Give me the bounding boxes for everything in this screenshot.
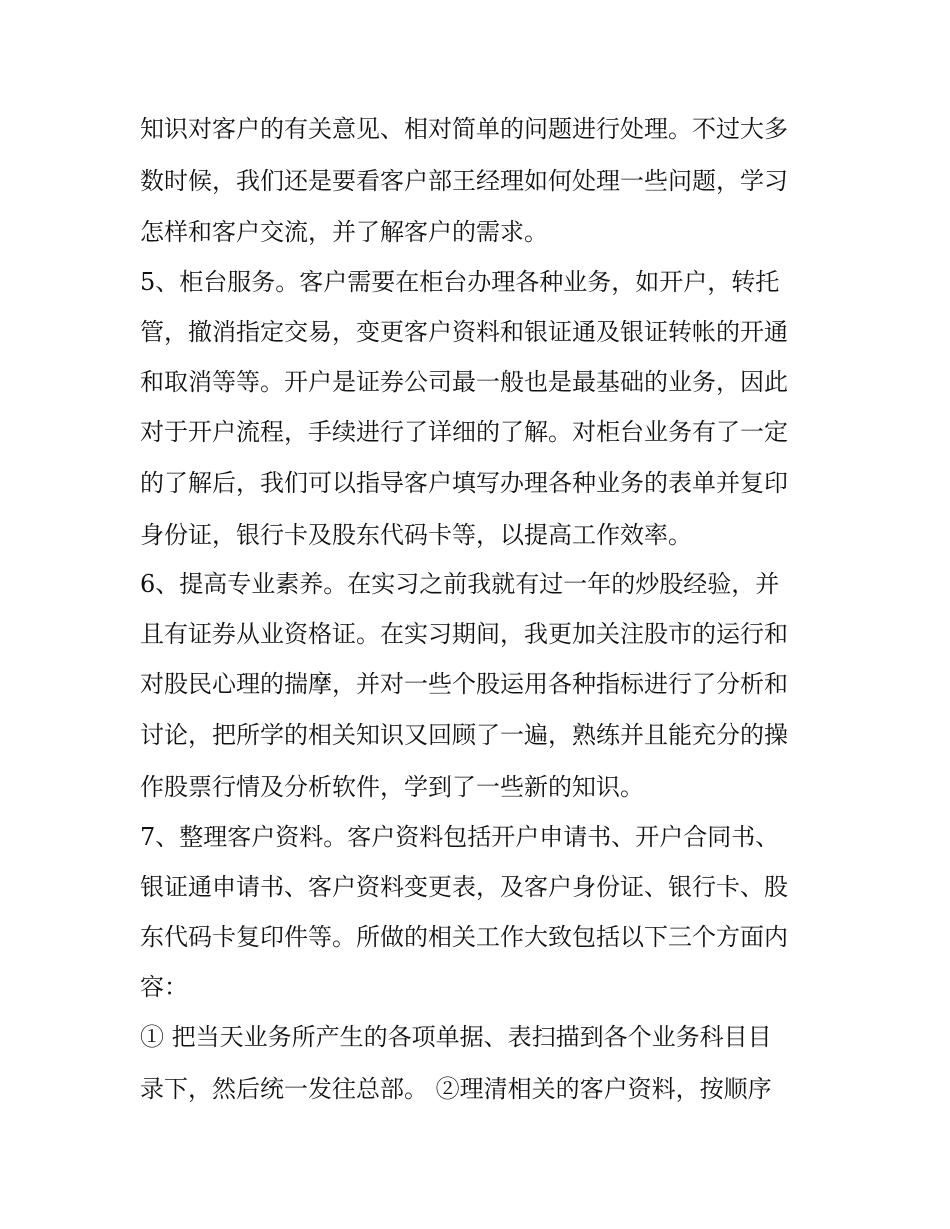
text-line: ① 把当天业务所产生的各项单据、表扫描到各个业务科目目: [140, 1023, 772, 1051]
text-line: 且有证券从业资格证。在实习期间，我更加关注股市的运行和: [140, 620, 788, 648]
text-line: 的了解后，我们可以指导客户填写办理各种业务的表单并复印: [140, 469, 788, 497]
text-line: 东代码卡复印件等。所做的相关工作大致包括以下三个方面内: [140, 923, 788, 951]
text-line: 身份证，银行卡及股东代码卡等，以提高工作效率。: [140, 521, 692, 549]
text-line: 6、提高专业素养。在实习之前我就有过一年的炒股经验，并: [140, 570, 780, 598]
text-line: 5、柜台服务。客户需要在柜台办理各种业务，如开户，转托: [140, 268, 780, 296]
text-line: 作股票行情及分析软件，学到了一些新的知识。: [140, 773, 644, 801]
text-line: 管，撤消指定交易，变更客户资料和银证通及银证转帐的开通: [140, 318, 788, 346]
text-line: 和取消等等。开户是证券公司最一般也是最基础的业务，因此: [140, 368, 788, 396]
text-line: 知识对客户的有关意见、相对简单的问题进行处理。不过大多: [140, 115, 788, 143]
text-line: 录下，然后统一发往总部。 ②理清相关的客户资料，按顺序: [140, 1075, 772, 1103]
text-line: 数时候，我们还是要看客户部王经理如何处理一些问题，学习: [140, 167, 788, 195]
text-line: 7、整理客户资料。客户资料包括开户申请书、开户合同书、: [140, 823, 780, 851]
text-line: 银证通申请书、客户资料变更表，及客户身份证、银行卡、股: [140, 873, 788, 901]
text-line: 对股民心理的揣摩，并对一些个股运用各种指标进行了分析和: [140, 670, 788, 698]
text-line: 对于开户流程，手续进行了详细的了解。对柜台业务有了一定: [140, 418, 788, 446]
text-line: 怎样和客户交流，并了解客户的需求。: [140, 218, 548, 246]
text-line: 容：: [140, 973, 188, 1001]
text-line: 讨论，把所学的相关知识又回顾了一遍，熟练并且能充分的操: [140, 721, 788, 749]
